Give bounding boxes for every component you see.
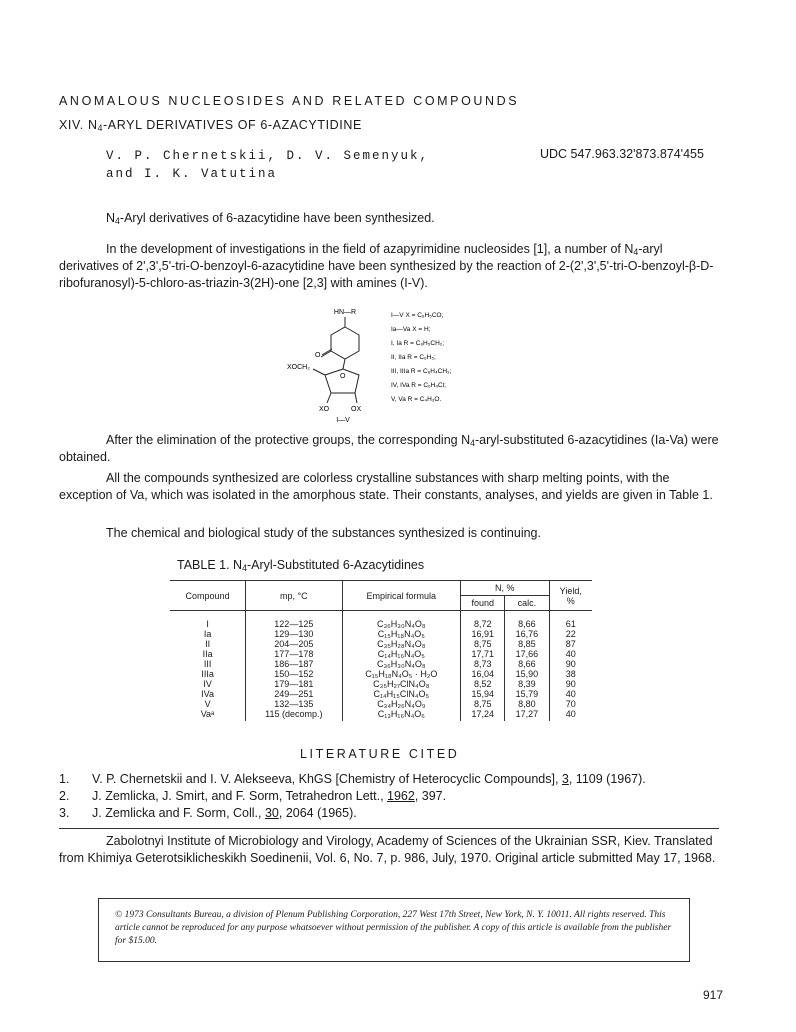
reference-item: 3. J. Zemlicka and F. Sorm, Coll., 30, 2064 (1965). xyxy=(59,806,357,820)
cell-calc: 8,66 xyxy=(505,611,549,630)
legend-line: III, IIIa R = C₆H₄CH₃; xyxy=(391,368,452,375)
table-title: TABLE 1. $N_4-Aryl$-Substituted 6-Azacytidines xyxy=(177,558,425,573)
table-row xyxy=(170,629,592,639)
cell-calc: 16,76 xyxy=(505,629,549,639)
cell-calc: 8,39 xyxy=(505,679,549,689)
cell-calc: 15,79 xyxy=(505,689,549,699)
cell-mp: 150—152 xyxy=(246,669,342,679)
structure-ring-o: O xyxy=(340,373,346,380)
reference-item: 2. J. Zemlicka, J. Smirt, and F. Sorm, Tetrahedron Lett., 1962, 397. xyxy=(59,789,447,803)
cell-formula: C₃₅H₂₈N₄O₈ xyxy=(342,639,461,649)
authors: V. P. Chernetskii, D. V. Semenyuk, and I. K. Vatutina xyxy=(106,149,430,181)
cell-yield: 40 xyxy=(549,689,592,699)
body-paragraph-3: All the compounds synthesized are colorless crystalline substances with sharp melting points, with the exception of Va, which was isolated in the amorphous state. Their constants, analyses, and yields are given in Table 1. xyxy=(59,471,713,502)
legend-line: IV, IVa R = C₆H₄Cl; xyxy=(391,382,446,389)
article-subtitle: XIV. $N_4$-ARYL DERIVATIVES OF 6-AZACYTIDINE xyxy=(59,118,362,133)
col-header-formula: Empirical formula xyxy=(342,581,461,611)
cell-yield: 61 xyxy=(549,611,592,630)
cell-mp: 132—135 xyxy=(246,699,342,709)
cell-mp: 186—187 xyxy=(246,659,342,669)
cell-formula: C₃₅H₂₇ClN₄O₈ xyxy=(342,679,461,689)
cell-mp: 115 (decomp.) xyxy=(246,709,342,721)
cell-yield: 87 xyxy=(549,639,592,649)
cell-found: 8,75 xyxy=(461,699,505,709)
cell-compound: III xyxy=(203,659,212,669)
cell-yield: 90 xyxy=(549,679,592,689)
structure-drawing xyxy=(285,305,495,423)
cell-yield: 70 xyxy=(549,699,592,709)
table-row xyxy=(170,669,592,679)
legend-line: II, IIa R = C₆H₅; xyxy=(391,354,436,361)
legend-line: I, Ia R = C₆H₅CH₂; xyxy=(391,340,445,347)
cell-calc: 15,90 xyxy=(505,669,549,679)
structure-top-label: HN—R xyxy=(333,309,357,316)
legend-line: Ia—Va X = H; xyxy=(391,326,431,333)
cell-calc: 8,66 xyxy=(505,659,549,669)
literature-heading: LITERATURE CITED xyxy=(300,747,460,761)
cell-compound: II xyxy=(205,639,211,649)
cell-found: 8,52 xyxy=(461,679,505,689)
cell-found: 17,71 xyxy=(461,649,505,659)
page-number: 917 xyxy=(703,988,724,1002)
body-paragraph-2: After the elimination of the protective groups, the corresponding $N_4-aryl$-substituted 6-azacytidines (Ia-Va) were obtained. xyxy=(59,433,719,464)
cell-formula: C₃₆H₃₀N₄O₈ xyxy=(342,611,461,630)
cell-compound: IIa xyxy=(202,649,213,659)
cell-formula: C₃₄H₂₆N₄O₉ xyxy=(342,699,461,709)
col-header-calc: calc. xyxy=(505,596,549,611)
cell-calc: 8,80 xyxy=(505,699,549,709)
cell-compound: Ia xyxy=(203,629,212,639)
cell-compound: IV xyxy=(203,679,212,689)
cell-compound: V xyxy=(204,699,211,709)
affiliation-note: Zabolotnyi Institute of Microbiology and Virology, Academy of Sciences of the Ukrainian SSR, Kiev. Translated from Khimiya Geterotsiklicheskikh Soedinenii, Vol. 6, No. 7, p. 986, July, 1970. Original article submitted May 17, 1968. xyxy=(59,834,716,865)
cell-formula: C₁₄H₁₆N₄O₅ xyxy=(342,649,461,659)
cell-yield: 38 xyxy=(549,669,592,679)
cell-compound: I xyxy=(206,619,209,629)
body-paragraph-1: In the development of investigations in the field of azapyrimidine nucleosides [1], a number of $N_4$-aryl derivatives of 2',3',5'-tri-O-benzoyl-6-azacytidine have been synthesized by the reaction of 2-(2',3',5'-tri-O-benzoyl-β-D-ribofuranosyl)-5-chloro-as-triazin-3(2H)-one [2,3] with amines (I-V). xyxy=(59,242,714,290)
col-header-yield: Yield, % xyxy=(549,581,592,611)
reference-item: 1. V. P. Chernetskii and I. V. Alekseeva, KhGS [Chemistry of Heterocyclic Compounds], 3, 1109 (1967). xyxy=(59,772,646,786)
cell-yield: 40 xyxy=(549,649,592,659)
structure-xoch2: XOCH₂ xyxy=(287,364,310,371)
table-row xyxy=(170,611,592,630)
body-paragraph-4: The chemical and biological study of the substances synthesized is continuing. xyxy=(106,526,541,540)
cell-formula: C₁₃H₁₆N₄O₆ xyxy=(342,709,461,721)
cell-found: 17,24 xyxy=(461,709,505,721)
cell-mp: 177—178 xyxy=(246,649,342,659)
structure-carbonyl-o: O xyxy=(315,352,321,359)
legend-line: V, Va R = C₄H₃O. xyxy=(391,396,442,403)
cell-found: 8,72 xyxy=(461,611,505,630)
cell-found: 8,75 xyxy=(461,639,505,649)
cell-formula: C₃₆H₃₀N₄O₈ xyxy=(342,659,461,669)
cell-yield: 22 xyxy=(549,629,592,639)
structure-xo: XO xyxy=(319,406,330,413)
cell-yield: 40 xyxy=(549,709,592,721)
table-row xyxy=(170,649,592,659)
udc-code: UDC 547.963.32'873.874'455 xyxy=(540,147,704,161)
table-row xyxy=(170,709,592,721)
cell-found: 8,73 xyxy=(461,659,505,669)
abstract: $N_4$-Aryl derivatives of 6-azacytidine have been synthesized. xyxy=(106,211,435,226)
table-row xyxy=(170,659,592,669)
table-row xyxy=(170,679,592,689)
cell-formula: C₁₅H₁₈N₄O₅ · H₂O xyxy=(342,669,461,679)
legend-line: I—V X = C₆H₅CO; xyxy=(391,312,444,319)
footnote-rule xyxy=(59,828,719,829)
cell-formula: C₁₅H₁₈N₄O₅ xyxy=(342,629,461,639)
cell-calc: 17,27 xyxy=(505,709,549,721)
table-row xyxy=(170,639,592,649)
chemical-structure xyxy=(285,305,495,423)
cell-found: 16,04 xyxy=(461,669,505,679)
cell-found: 16,91 xyxy=(461,629,505,639)
cell-mp: 204—205 xyxy=(246,639,342,649)
structure-legend xyxy=(391,312,452,403)
copyright-text: © 1973 Consultants Bureau, a division of Plenum Publishing Corporation, 227 West 17th Street, New York, N. Y. 10011. All rights reserved. This article cannot be reproduced for any purpose whatsoever without permission of the publisher. A copy of this article is available from the publisher for $15.00. xyxy=(115,910,672,946)
cell-yield: 90 xyxy=(549,659,592,669)
cell-calc: 17,66 xyxy=(505,649,549,659)
table-row xyxy=(170,689,592,699)
cell-compound: Vaᵃ xyxy=(200,709,215,719)
col-header-mp: mp, °C xyxy=(246,581,342,611)
cell-compound: IIIa xyxy=(201,669,214,679)
cell-mp: 179—181 xyxy=(246,679,342,689)
cell-mp: 122—125 xyxy=(246,611,342,630)
col-header-compound: Compound xyxy=(170,581,246,611)
series-title: ANOMALOUS NUCLEOSIDES AND RELATED COMPOUNDS xyxy=(59,94,520,108)
cell-formula: C₁₄H₁₅ClN₄O₅ xyxy=(342,689,461,699)
copyright-box xyxy=(98,898,690,962)
cell-mp: 249—251 xyxy=(246,689,342,699)
data-table xyxy=(170,580,592,721)
cell-compound: IVa xyxy=(201,689,214,699)
structure-bottom-label: I—V xyxy=(336,417,350,423)
col-header-n-percent: N, % xyxy=(461,581,549,596)
table-row xyxy=(170,699,592,709)
structure-ox: OX xyxy=(351,406,362,413)
cell-found: 15,94 xyxy=(461,689,505,699)
cell-mp: 129—130 xyxy=(246,629,342,639)
col-header-found: found xyxy=(461,596,505,611)
cell-calc: 8,85 xyxy=(505,639,549,649)
